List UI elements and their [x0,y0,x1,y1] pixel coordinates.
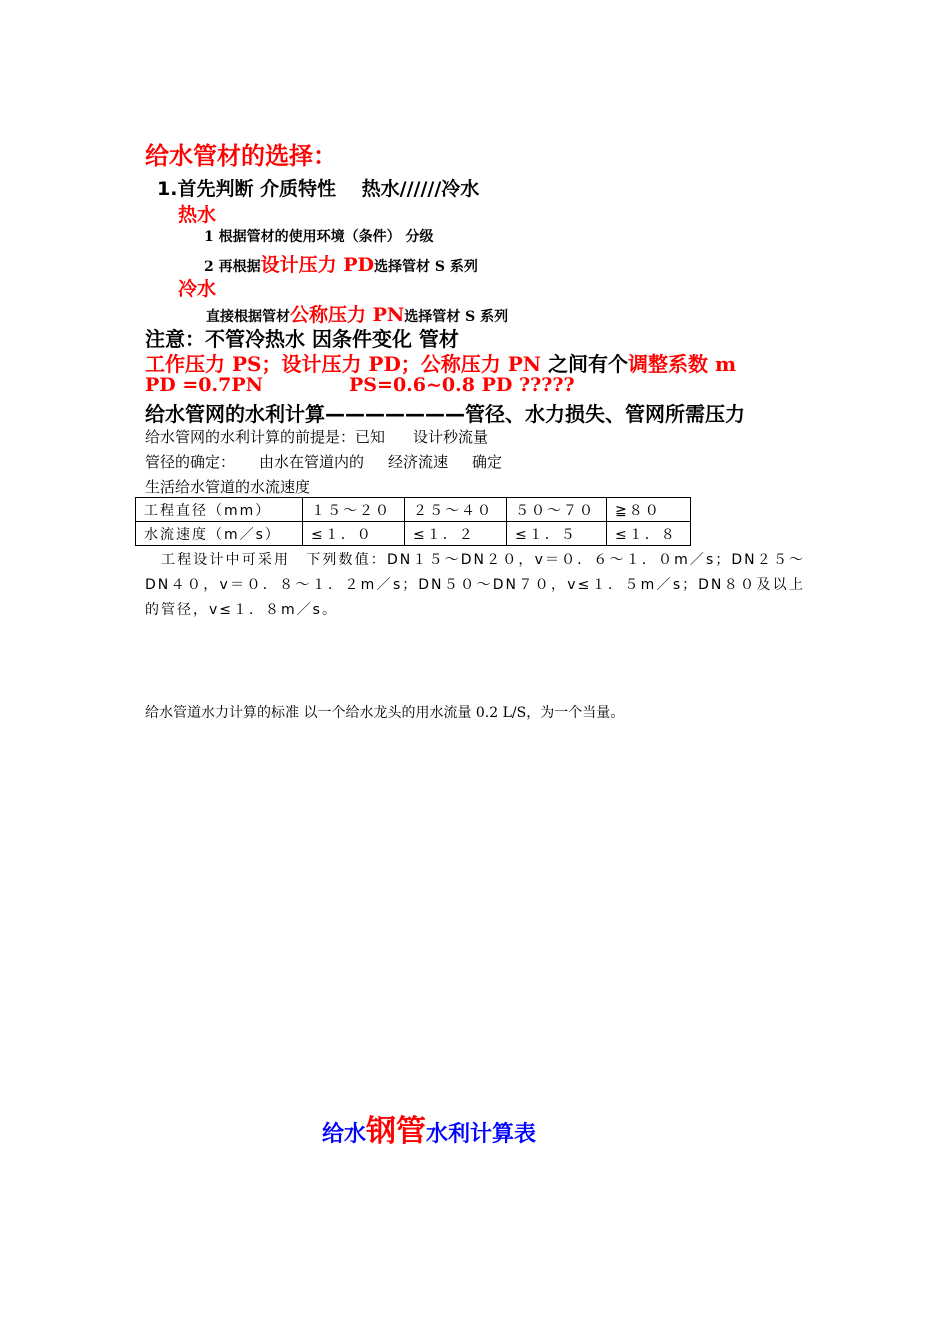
hot-water-label: 热水 [178,204,217,226]
premise-line [145,426,488,447]
ps-relation: PS=0.6~0.8 PD ????? [349,374,575,396]
premise-text: 给水管网的水利计算的前提是：已知 [145,428,386,446]
economic-velocity: 经济流速 [388,453,449,471]
design-values-paragraph: 工程设计中可采用 下列数值：DN１５～DN２０，v＝０．６～１．０m／s；DN２５～DN４０，v＝０．８～１．２m／s；DN５０～DN７０，v≤１．５m／s；DN８０及以上的管径，v≤１．８m／s。 [145,552,805,618]
note-line: 注意：不管冷热水 因条件变化 管材 [145,327,459,351]
diameter-determine: 确定 [472,453,503,471]
table-row [136,498,691,522]
steel-pipe-table-title [322,1106,536,1150]
hot-step-2-prefix: 2 再根据 [204,259,261,275]
table-cell: 工程直径（mm） [136,498,303,522]
diameter-line [145,451,502,472]
premise-flow: 设计秒流量 [413,428,489,446]
table-cell: ≤１．５ [507,522,607,546]
table-row [136,522,691,546]
table-cell: ≤１．８ [607,522,691,546]
hot-water-step-2 [204,250,478,277]
pressure-connector: 之间有个 [541,352,629,376]
bottom-title-part-3: 水利计算表 [426,1122,537,1147]
cold-step-suffix: 选择管材 S 系列 [404,309,509,325]
table-cell: ≤１．０ [303,522,405,546]
pressure-terms: 工作压力 PS；设计压力 PD；公称压力 PN [145,352,542,376]
table-cell: ≧８０ [607,498,691,522]
diameter-label: 管径的确定： [145,453,236,471]
cold-step-prefix: 直接根据管材 [206,309,290,325]
nominal-pressure-highlight: 公称压力 PN [290,304,405,326]
step-1-heading: 1.首先判断 介质特性 热水//////冷水 [157,178,480,200]
table-cell: １５～２０ [303,498,405,522]
page-title: 给水管材的选择： [145,142,337,170]
pressure-line [145,348,736,377]
table-cell: ２５～４０ [405,498,507,522]
hot-step-2-suffix: 选择管材 S 系列 [374,259,478,275]
table-cell: ５０～７０ [507,498,607,522]
hot-water-step-1: 1 根据管材的使用环境（条件） 分级 [204,229,434,245]
flow-velocity-table [135,497,691,546]
calculation-standard-line: 给水管道水力计算的标准 以一个给水龙头的用水流量 0.2 L/S，为一个当量。 [145,705,625,721]
pressure-relation [145,374,575,396]
design-pressure-highlight: 设计压力 PD [260,254,375,276]
velocity-table-caption: 生活给水管道的水流速度 [145,478,311,496]
diameter-text: 由水在管道内的 [259,453,365,471]
pd-relation: PD =0.7PN [145,374,264,396]
bottom-title-part-1: 给水 [322,1122,367,1147]
adjustment-factor: 调整系数 m [628,352,737,376]
table-cell: ≤１．２ [405,522,507,546]
bottom-title-steel-pipe: 钢管 [366,1114,427,1149]
hydraulic-heading: 给水管网的水利计算———————管径、水力损失、管网所需压力 [145,402,745,426]
cold-water-label: 冷水 [178,278,217,300]
table-cell: 水流速度（m／s） [136,522,303,546]
